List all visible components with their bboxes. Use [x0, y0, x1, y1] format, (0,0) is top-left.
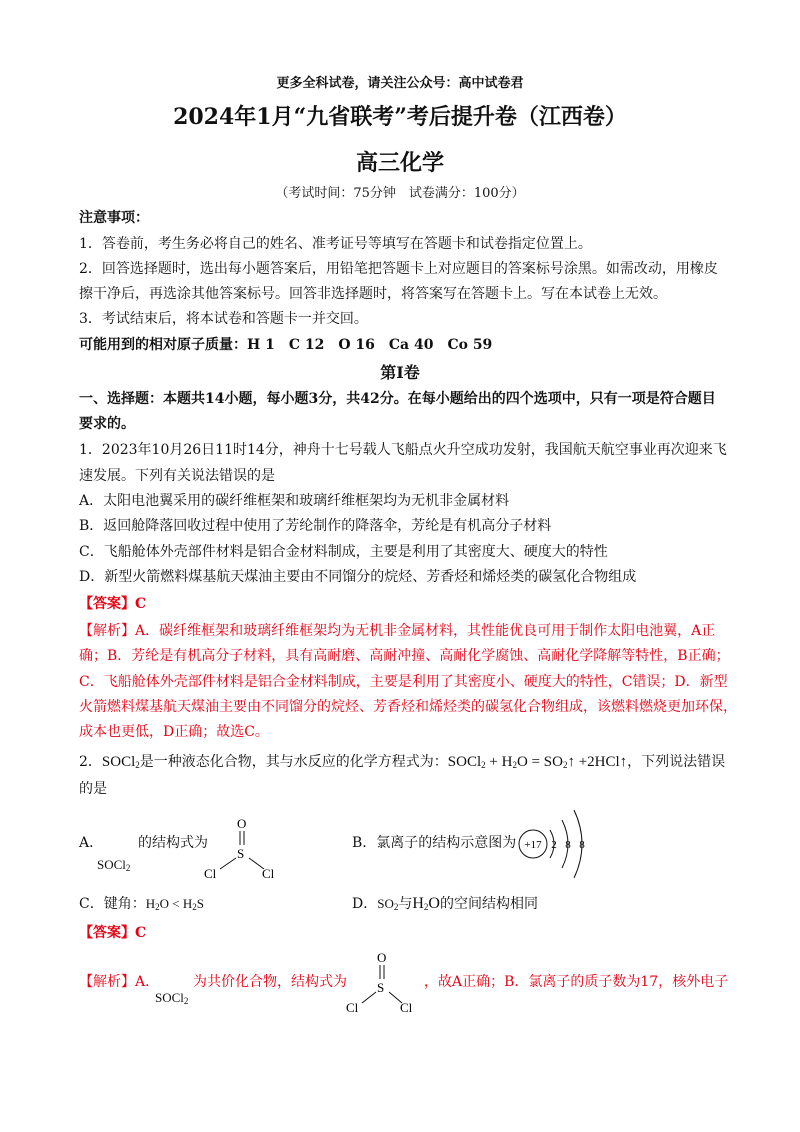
q2-option-a-compound: SOCl$_2$	[97, 857, 131, 873]
q1-stem: 1．2023年10月26日11时14分，神舟十七号载人飞船点火升空成功发射，我国航天航空事业再次迎来飞	[79, 442, 727, 458]
q1-analysis: 确；B．芳纶是有机高分子材料，具有高耐磨、高耐冲撞、高耐化学腐蚀、高耐化学降解等特性，B正确；	[79, 648, 730, 664]
q2-analysis-compound: SOCl$_2$	[155, 990, 189, 1006]
socl2-structure-diagram	[200, 814, 290, 880]
struct-cl-left: Cl	[204, 866, 217, 880]
q1-option-a: A．太阳电池翼采用的碳纤维框架和玻璃纤维框架均为无机非金属材料	[79, 493, 510, 509]
exam-title: 2024年1月“九省联考”考后提升卷（江西卷）	[173, 104, 627, 130]
q2-compound: SOCl$_2$	[101, 754, 140, 770]
exam-info: （考试时间：75分钟 试卷满分：100分）	[275, 186, 525, 201]
q1-analysis: C．飞船舱体外壳部件材料是铝合金材料制成，主要是利用了其密度小、硬度大的特性，C错误；D．新型	[79, 674, 728, 690]
section-intro: 一、选择题：本题共14小题，每小题3分，共42分。在每小题给出的四个选项中，只有一项是符合题目	[79, 391, 716, 407]
shell-1-label: 2	[551, 839, 557, 851]
q2-stem: 的是	[79, 781, 107, 797]
q2-option-c: C．键角：$H_2O < H_2S$	[79, 896, 204, 912]
q2-number: 2．	[79, 754, 102, 770]
struct-cl-right: Cl	[262, 866, 275, 880]
notice-heading: 注意事项：	[79, 210, 149, 226]
q2-analysis-tail: ，故A正确；B．氯离子的质子数为17，核外电子	[424, 974, 729, 990]
q1-option-b: B．返回舱降落回收过程中使用了芳纶制作的降落伞，芳纶是有机高分子材料	[79, 518, 552, 534]
notice-item: 2．回答选择题时，选出每小题答案后，用铅笔把答题卡上对应题目的答案标号涂黑。如需改动，用橡皮	[79, 261, 718, 277]
q2-equation: SOCl$_2$ + $H_2O$ = $SO_2↑$ +2HCl↑	[447, 754, 628, 770]
q2-option-a-label: A．	[79, 835, 104, 851]
q2-stem-tail: ，下列说法错误	[627, 754, 726, 770]
promo-line: 更多全科试卷，请关注公众号：高中试卷君	[276, 76, 524, 91]
socl2-structure-diagram-analysis	[344, 948, 424, 1014]
shell-3-label: 8	[579, 839, 585, 851]
q2-analysis-prefix: 【解析】A．	[79, 974, 160, 990]
struct-cl-left: Cl	[346, 1000, 359, 1014]
q1-answer: 【答案】C	[79, 596, 147, 612]
struct-s: S	[237, 846, 245, 861]
q2-stem	[79, 752, 725, 772]
q2-option-b-label: B．氯离子的结构示意图为	[352, 835, 517, 851]
struct-cl-right: Cl	[400, 1000, 413, 1014]
q1-analysis: 【解析】A．碳纤维框架和玻璃纤维框架均为无机非金属材料，其性能优良可用于制作太阳电池翼，A正	[79, 623, 716, 639]
q1-option-d: D．新型火箭燃料煤基航天煤油主要由不同馏分的烷烃、芳香烃和烯烃类的碳氢化合物组成	[79, 569, 637, 585]
q1-option-c: C．飞船舱体外壳部件材料是铝合金材料制成，主要是利用了其密度大、硬度大的特性	[79, 544, 608, 560]
q2-answer: 【答案】C	[79, 925, 147, 941]
notice-item: 1．答卷前，考生务必将自己的姓名、准考证号等填写在答题卡和试卷指定位置上。	[79, 236, 592, 252]
q2-option-a-text: 的结构式为	[138, 835, 208, 851]
section-title: 第Ⅰ卷	[380, 363, 420, 382]
section-intro: 要求的。	[79, 416, 135, 432]
atomic-masses: 可能用到的相对原子质量：H 1 C 12 O 16 Ca 40 Co 59	[79, 337, 493, 353]
struct-o: O	[377, 950, 387, 965]
chloride-ion-diagram	[514, 806, 594, 882]
struct-s: S	[377, 980, 385, 995]
q1-analysis: 火箭燃料煤基航天煤油主要由不同馏分的烷烃、芳香烃和烯烃类的碳氢化合物组成，该燃料燃烧更加环保，	[79, 699, 737, 715]
shell-2-label: 8	[565, 839, 571, 851]
notice-item: 3．考试结束后，将本试卷和答题卡一并交回。	[79, 311, 368, 327]
q2-option-d: D．$SO_2$与$H_2O$的空间结构相同	[352, 895, 538, 912]
notice-item: 擦干净后，再选涂其他答案标号。回答非选择题时，将答案写在答题卡上。写在本试卷上无效。	[79, 286, 667, 302]
nucleus-label: +17	[524, 839, 542, 851]
q1-stem: 速发展。下列有关说法错误的是	[79, 468, 275, 484]
subject-title: 高三化学	[355, 150, 444, 176]
q2-stem-mid: 是一种液态化合物，其与水反应的化学方程式为：	[139, 754, 448, 770]
q1-analysis: 成本也更低，D正确；故选C。	[79, 724, 269, 740]
q2-analysis-mid: 为共价化合物，结构式为	[193, 974, 347, 990]
struct-o: O	[237, 816, 247, 831]
